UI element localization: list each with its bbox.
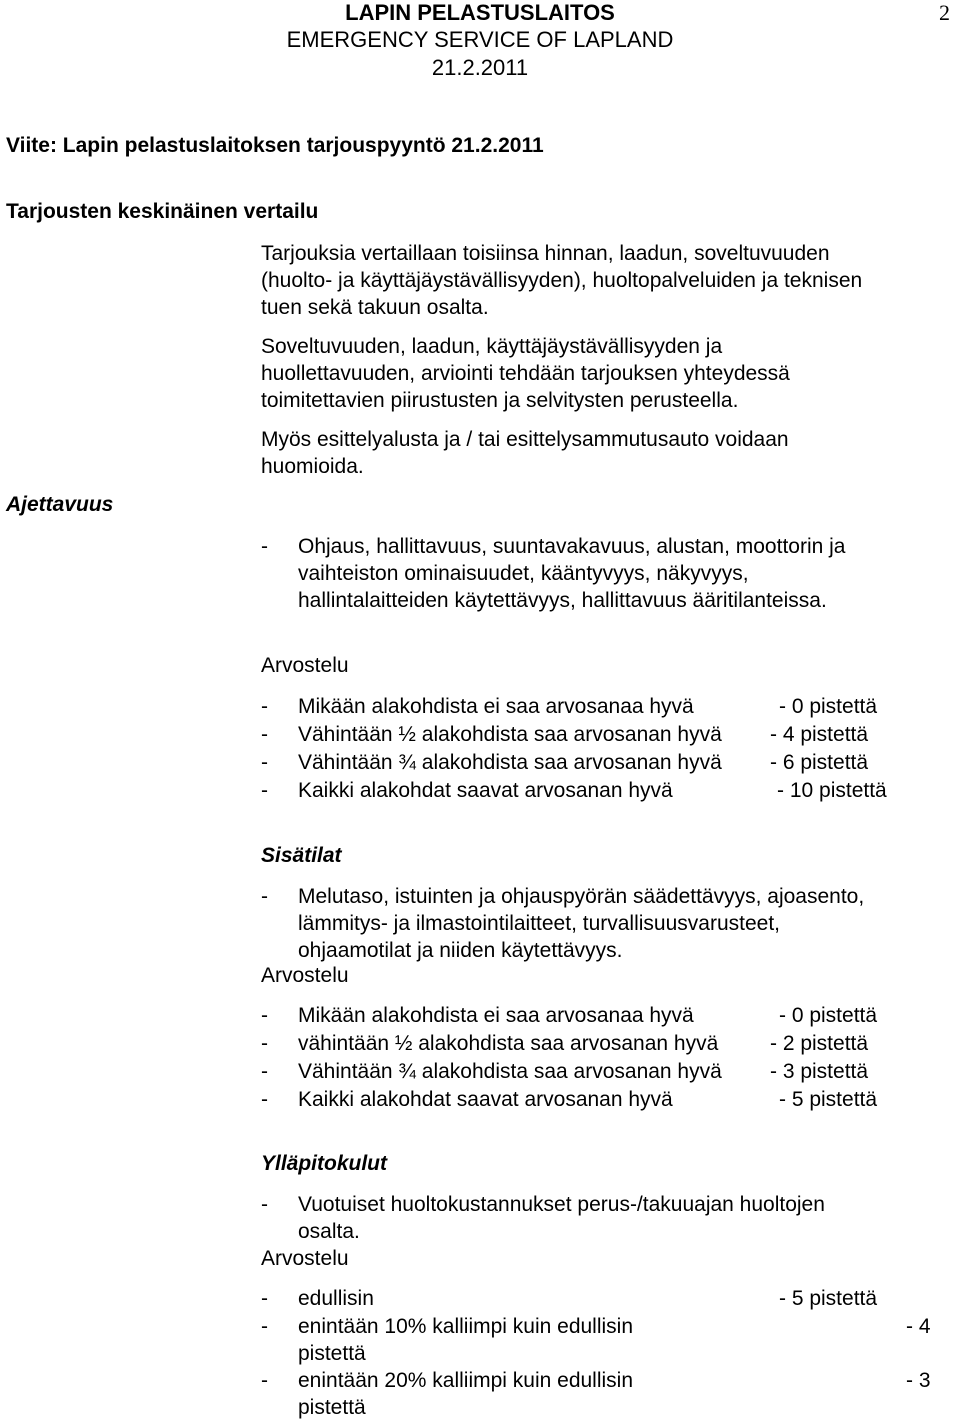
bullet-dash: - — [261, 1032, 268, 1055]
ajettavuus-rating-text: Kaikki alakohdat saavat arvosanan hyvä — [298, 779, 673, 802]
yllapitokulut-rating-points: - 3 — [906, 1369, 931, 1392]
yllapitokulut-rating-text: enintään 10% kalliimpi kuin edullisin — [298, 1315, 634, 1338]
ajettavuus-criteria-line1: Ohjaus, hallittavuus, suuntavakavuus, alustan, moottorin ja — [298, 535, 846, 558]
bullet-dash: - — [261, 885, 268, 908]
intro-p2-line1: Soveltuvuuden, laadun, käyttäjäystävällisyyden ja — [261, 335, 723, 358]
bullet-dash: - — [261, 1004, 268, 1027]
ajettavuus-criteria-line3: hallintalaitteiden käytettävyys, hallittavuus ääritilanteissa. — [298, 589, 827, 612]
intro-p1-line3: tuen sekä takuun osalta. — [261, 296, 489, 319]
yllapitokulut-rating-text: enintään 20% kalliimpi kuin edullisin — [298, 1369, 634, 1392]
ajettavuus-criteria-line2: vaihteiston ominaisuudet, kääntyvyys, näkyvyys, — [298, 562, 749, 585]
bullet-dash: - — [261, 1287, 268, 1310]
bullet-dash: - — [261, 1369, 268, 1392]
intro-p2-line3: toimitettavien piirustusten ja selvitysten perusteella. — [261, 389, 739, 412]
yllapitokulut-rating-text: edullisin — [298, 1287, 374, 1310]
ajettavuus-rating-points: - 10 pistettä — [777, 779, 887, 802]
yllapitokulut-label: Ylläpitokulut — [261, 1152, 387, 1175]
reference-line: Viite: Lapin pelastuslaitoksen tarjouspyyntö 21.2.2011 — [6, 134, 544, 157]
header-org-fi: LAPIN PELASTUSLAITOS — [345, 0, 615, 25]
intro-p2-line2: huollettavuuden, arviointi tehdään tarjouksen yhteydessä — [261, 362, 790, 385]
sisatilat-criteria-line1: Melutaso, istuinten ja ohjauspyörän säädettävyys, ajoasento, — [298, 885, 865, 908]
yllapitokulut-criteria-line2: osalta. — [298, 1220, 360, 1243]
bullet-dash: - — [261, 695, 268, 718]
sisatilat-rating-text: Kaikki alakohdat saavat arvosanan hyvä — [298, 1088, 673, 1111]
header-date: 21.2.2011 — [431, 55, 529, 80]
ajettavuus-rating-text: Vähintään ¾ alakohdista saa arvosanan hyvä — [298, 751, 722, 774]
sisatilat-rating-text: Vähintään ¾ alakohdista saa arvosanan hyvä — [298, 1060, 722, 1083]
bullet-dash: - — [261, 1315, 268, 1338]
sisatilat-rating-label: Arvostelu — [261, 964, 349, 987]
ajettavuus-rating-points: - 4 pistettä — [770, 723, 869, 746]
yllapitokulut-rating-points: - 4 — [906, 1315, 931, 1338]
sisatilat-criteria-line3: ohjaamotilat ja niiden käytettävyys. — [298, 939, 623, 962]
yllapitokulut-criteria-line1: Vuotuiset huoltokustannukset perus-/takuuajan huoltojen — [298, 1193, 825, 1216]
ajettavuus-rating-points: - 0 pistettä — [779, 695, 878, 718]
bullet-dash: - — [261, 779, 268, 802]
ajettavuus-rating-text: Vähintään ½ alakohdista saa arvosanan hyvä — [298, 723, 722, 746]
yllapitokulut-rating-label: Arvostelu — [261, 1247, 349, 1270]
ajettavuus-rating-label: Arvostelu — [261, 654, 349, 677]
ajettavuus-label: Ajettavuus — [6, 493, 114, 516]
sisatilat-rating-points: - 5 pistettä — [779, 1088, 878, 1111]
bullet-dash: - — [261, 751, 268, 774]
yllapitokulut-rating-wrap: pistettä — [298, 1396, 366, 1419]
bullet-dash: - — [261, 1193, 268, 1216]
intro-p3-line2: huomioida. — [261, 455, 364, 478]
bullet-dash: - — [261, 1088, 268, 1111]
section-title: Tarjousten keskinäinen vertailu — [6, 200, 319, 223]
sisatilat-label: Sisätilat — [261, 844, 342, 867]
sisatilat-rating-points: - 2 pistettä — [770, 1032, 869, 1055]
sisatilat-rating-points: - 3 pistettä — [770, 1060, 869, 1083]
bullet-dash: - — [261, 535, 268, 558]
sisatilat-rating-text: Mikään alakohdista ei saa arvosanaa hyvä — [298, 1004, 694, 1027]
sisatilat-rating-text: vähintään ½ alakohdista saa arvosanan hyvä — [298, 1032, 719, 1055]
sisatilat-criteria-line2: lämmitys- ja ilmastointilaitteet, turvallisuusvarusteet, — [298, 912, 780, 935]
yllapitokulut-rating-wrap: pistettä — [298, 1342, 366, 1365]
header-org-en: EMERGENCY SERVICE OF LAPLAND — [286, 27, 674, 52]
bullet-dash: - — [261, 723, 268, 746]
intro-p1-line1: Tarjouksia vertaillaan toisiinsa hinnan, laadun, soveltuvuuden — [261, 242, 830, 265]
bullet-dash: - — [261, 1060, 268, 1083]
intro-p1-line2: (huolto- ja käyttäjäystävällisyyden), huoltopalveluiden ja teknisen — [261, 269, 863, 292]
page-number: 2 — [939, 0, 950, 25]
ajettavuus-rating-text: Mikään alakohdista ei saa arvosanaa hyvä — [298, 695, 694, 718]
intro-p3-line1: Myös esittelyalusta ja / tai esittelysammutusauto voidaan — [261, 428, 789, 451]
yllapitokulut-rating-points: - 5 pistettä — [779, 1287, 878, 1310]
sisatilat-rating-points: - 0 pistettä — [779, 1004, 878, 1027]
ajettavuus-rating-points: - 6 pistettä — [770, 751, 869, 774]
